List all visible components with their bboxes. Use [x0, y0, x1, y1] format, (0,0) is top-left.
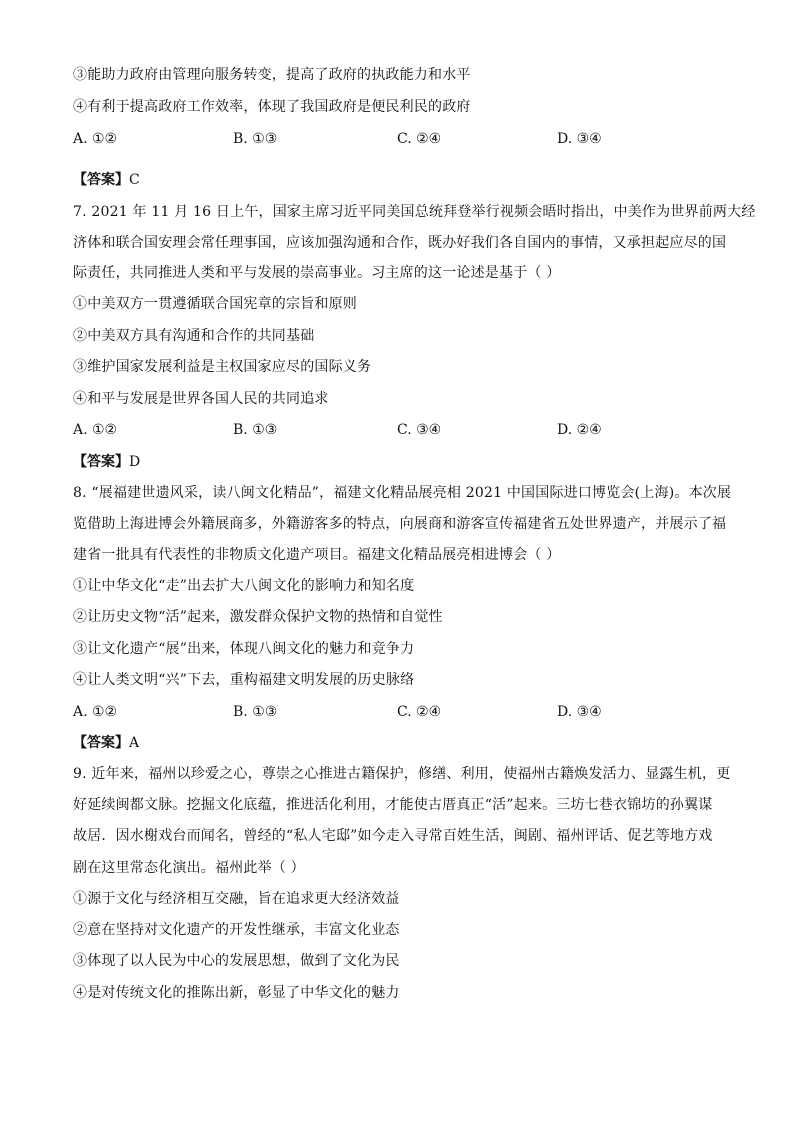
option-c: C. ③④ [397, 422, 442, 438]
choice-item: ④和平与发展是世界各国人民的共同追求 [73, 391, 329, 407]
choice-item: ④有利于提高政府工作效率，体现了我国政府是便民利民的政府 [73, 99, 471, 115]
question-stem-line: 剧在这里常态化演出。福州此举（ ） [73, 860, 305, 876]
option-a: A. ①② [73, 131, 118, 147]
answer-line [73, 452, 140, 472]
answer-value: D [129, 454, 141, 470]
answer-label: 【答案】 [73, 735, 129, 751]
choice-item: ①中美双方一贯遵循联合国宪章的宗旨和原则 [73, 296, 357, 312]
choice-item: ③让文化遗产“展”出来，体现八闽文化的魅力和竞争力 [73, 641, 415, 657]
option-b: B. ①③ [233, 131, 278, 147]
choice-item: ③维护国家发展利益是主权国家应尽的国际义务 [73, 359, 372, 375]
question-stem-line: 故居．因水榭戏台而闻名，曾经的“私人宅邸”如今走入寻常百姓生活，闽剧、福州评话、促艺等地方戏 [73, 828, 713, 844]
question-stem-line: 际责任，共同推进人类和平与发展的崇高事业。习主席的这一论述是基于（ ） [73, 265, 561, 281]
choice-item: ④是对传统文化的推陈出新，彰显了中华文化的魅力 [73, 985, 400, 1001]
choice-item: ①让中华文化“走”出去扩大八闽文化的影响力和知名度 [73, 578, 415, 594]
choice-item: ②意在坚持对文化遗产的开发性继承，丰富文化业态 [73, 922, 400, 938]
answer-line [73, 170, 140, 190]
question-stem-line: 9. 近年来，福州以珍爱之心，尊崇之心推进古籍保护，修缮、利用，使福州古籍焕发活力、显露生机，更 [73, 766, 731, 782]
option-a: A. ①② [73, 704, 118, 720]
question-stem-line: 7. 2021 年 11 月 16 日上午，国家主席习近平同美国总统拜登举行视频会晤时指出，中美作为世界前两大经 [73, 204, 756, 220]
option-d: D. ③④ [557, 704, 602, 720]
answer-value: A [129, 735, 140, 751]
option-a: A. ①② [73, 422, 118, 438]
choice-item: ③体现了以人民为中心的发展思想，做到了文化为民 [73, 953, 400, 969]
choice-item: ①源于文化与经济相互交融，旨在追求更大经济效益 [73, 891, 400, 907]
choice-item: ④让人类文明“兴”下去，重构福建文明发展的历史脉络 [73, 672, 415, 688]
option-b: B. ①③ [233, 704, 278, 720]
option-d: D. ③④ [557, 131, 602, 147]
question-stem-line: 建省一批具有代表性的非物质文化遗产项目。福建文化精品展亮相进博会（ ） [73, 547, 561, 563]
option-b: B. ①③ [233, 422, 278, 438]
choice-item: ②中美双方具有沟通和合作的共同基础 [73, 328, 315, 344]
answer-label: 【答案】 [73, 454, 129, 470]
question-stem-line: 览借助上海进博会外籍展商多，外籍游客多的特点，向展商和游客宣传福建省五处世界遗产，并展示了福 [73, 516, 727, 532]
option-c: C. ②④ [397, 131, 442, 147]
answer-line [73, 733, 139, 753]
choice-item: ③能助力政府由管理向服务转变，提高了政府的执政能力和水平 [73, 67, 471, 83]
option-d: D. ②④ [557, 422, 602, 438]
option-c: C. ②④ [397, 704, 442, 720]
answer-value: C [129, 172, 140, 188]
choice-item: ②让历史文物“活”起来，激发群众保护文物的热情和自觉性 [73, 609, 443, 625]
question-stem-line: 8. “展福建世遗风采，读八闽文化精品”，福建文化精品展亮相 2021 中国国际进口博览会(上海)。本次展 [73, 485, 732, 501]
question-stem-line: 好延续闽都文脉。挖掘文化底蕴，推进活化利用，才能使古厝真正“活”起来。三坊七巷衣锦坊的孙翼谋 [73, 797, 713, 813]
answer-label: 【答案】 [73, 172, 129, 188]
question-stem-line: 济体和联合国安理会常任理事国，应该加强沟通和合作，既办好我们各自国内的事情，又承担起应尽的国 [73, 235, 727, 251]
